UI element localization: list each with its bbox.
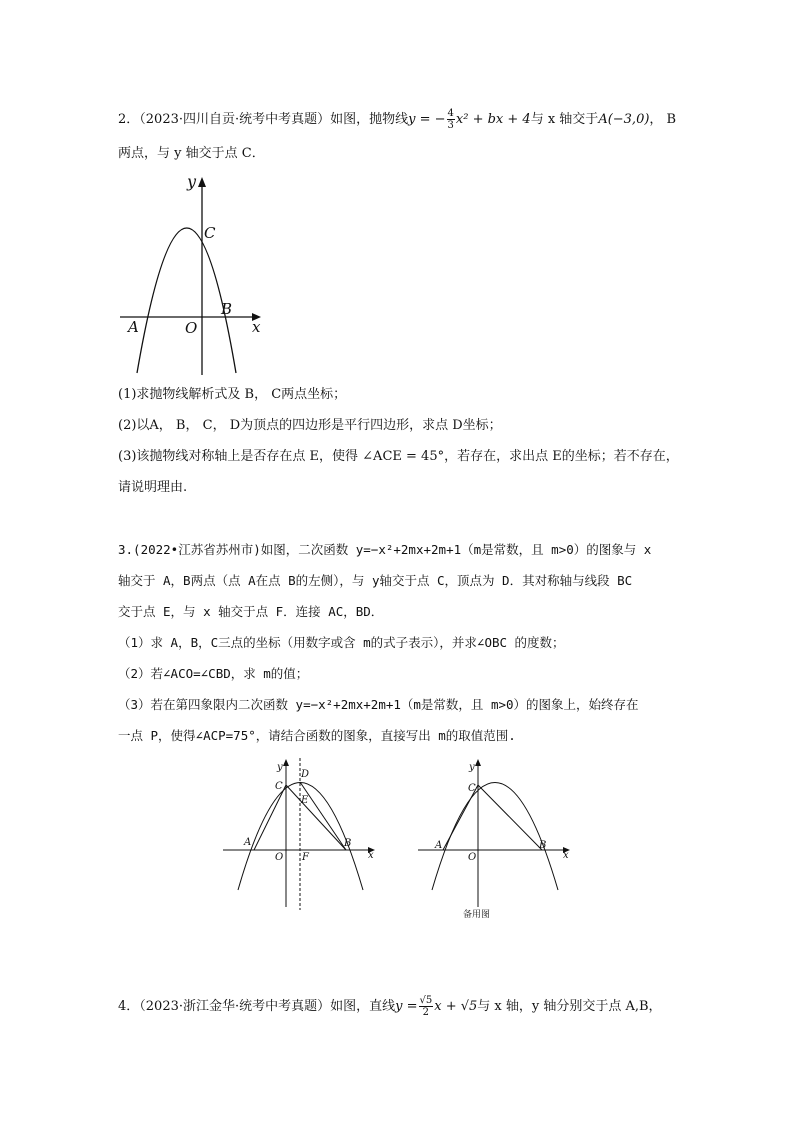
q3f1-label-b: B (344, 838, 352, 849)
q3-sub-3b: 一点 P，使得∠ACP=75°，请结合函数的图象，直接写出 m的取值范围. (118, 728, 516, 743)
q3-sub-1: （1）求 A，B，C三点的坐标（用数字或含 m的式子表示），并求∠OBC 的度数； (118, 635, 565, 650)
q2-source: 2．（2023·四川自贡·统考中考真题）如图，抛物线 (118, 112, 409, 127)
q2-label-x: x (252, 318, 261, 336)
q3f2-label-y: y (469, 762, 475, 773)
q2-label-c: C (204, 224, 216, 242)
q3-figure-2 (415, 755, 575, 925)
q3f1-segment-ac (254, 785, 286, 850)
q2-sub-3a: (3)该抛物线对称轴上是否存在点 E，使得 ∠ACE = 45°，若存在，求出点 E的坐标；若不存在， (118, 449, 679, 464)
q3-sub-3a: （3）若在第四象限内二次函数 y=−x²+2mx+2m+1（m是常数，且 m>0）的图象上，始终存在 (118, 697, 639, 712)
q4-tail: 与 x 轴，y 轴分别交于点 A,B， (477, 999, 662, 1014)
q3f1-label-f: F (302, 852, 309, 863)
q4-frac-den: 2 (422, 1007, 430, 1018)
q3f2-label-o: O (468, 852, 477, 863)
q2-label-a: A (128, 318, 139, 336)
q3f1-y-arrow (283, 759, 289, 766)
q2-sub-1: (1)求抛物线解析式及 B， C两点坐标； (118, 387, 347, 402)
q3f2-label-a: A (435, 840, 443, 851)
q3f2-segment-ac (443, 785, 478, 850)
q2-frac-num: 4 (447, 108, 454, 119)
q2-tail: ， B (649, 112, 677, 127)
q3f1-segment-db (300, 782, 346, 850)
q2-mid: 与 x 轴交于 (530, 112, 599, 127)
q3f2-label-c: C (468, 783, 476, 794)
q3f1-label-c: C (275, 781, 283, 792)
q2-line-1 (118, 108, 676, 131)
q4-frac-num: √5 (419, 995, 433, 1006)
q3f2-label-b: B (539, 840, 547, 851)
q2-y-arrow (198, 177, 206, 187)
q2-fraction (447, 108, 455, 131)
q3-line-3: 交于点 E，与 x 轴交于点 F．连接 AC，BD． (118, 604, 384, 619)
q3f2-y-arrow (475, 759, 481, 766)
q3-line-1: 3.(2022•江苏省苏州市)如图，二次函数 y=−x²+2mx+2m+1（m是常数，且 m>0）的图象与 x (118, 542, 652, 557)
q4-eq-left: y = (395, 999, 418, 1014)
q3f1-label-x: x (368, 850, 374, 861)
q2-label-y: y (187, 172, 197, 191)
q2-point-a: A(−3,0) (598, 112, 650, 127)
q2-sub-3b: 请说明理由. (118, 480, 188, 495)
q2-line-2: 两点，与 y 轴交于点 C． (118, 146, 265, 161)
q2-frac-den: 3 (447, 120, 454, 131)
q3-figure-1 (220, 755, 380, 915)
q4-eq-right: x + √5 (434, 999, 478, 1014)
q3f2-label-x: x (563, 850, 569, 861)
q4-source: 4．（2023·浙江金华·统考中考真题）如图，直线 (118, 999, 396, 1014)
q4-fraction (419, 995, 434, 1018)
q2-sub-2: (2)以A， B， C， D为顶点的四边形是平行四边形，求点 D坐标； (118, 418, 502, 433)
q4-line-1 (118, 995, 662, 1018)
q2-eq-left: y = − (408, 112, 446, 127)
q3f2-segment-cb (478, 785, 542, 850)
q3f1-label-o: O (275, 852, 284, 863)
q3f1-label-e: E (301, 795, 309, 806)
q3f1-label-y: y (277, 762, 283, 773)
q2-eq-right: x² + bx + 4 (455, 112, 531, 127)
q3f2-caption: 备用图 (463, 910, 491, 920)
q3f1-label-a: A (244, 837, 252, 848)
q3f1-label-d: D (301, 769, 310, 780)
q2-figure (115, 170, 275, 380)
q2-label-b: B (221, 300, 233, 318)
q2-label-o: O (185, 319, 198, 337)
q3f1-segment-cb (286, 785, 346, 850)
q3-sub-2: （2）若∠ACO=∠CBD，求 m的值； (118, 666, 309, 681)
q3-line-2: 轴交于 A，B两点（点 A在点 B的左侧），与 y轴交于点 C，顶点为 D．其对称轴与线段 BC (118, 573, 633, 588)
